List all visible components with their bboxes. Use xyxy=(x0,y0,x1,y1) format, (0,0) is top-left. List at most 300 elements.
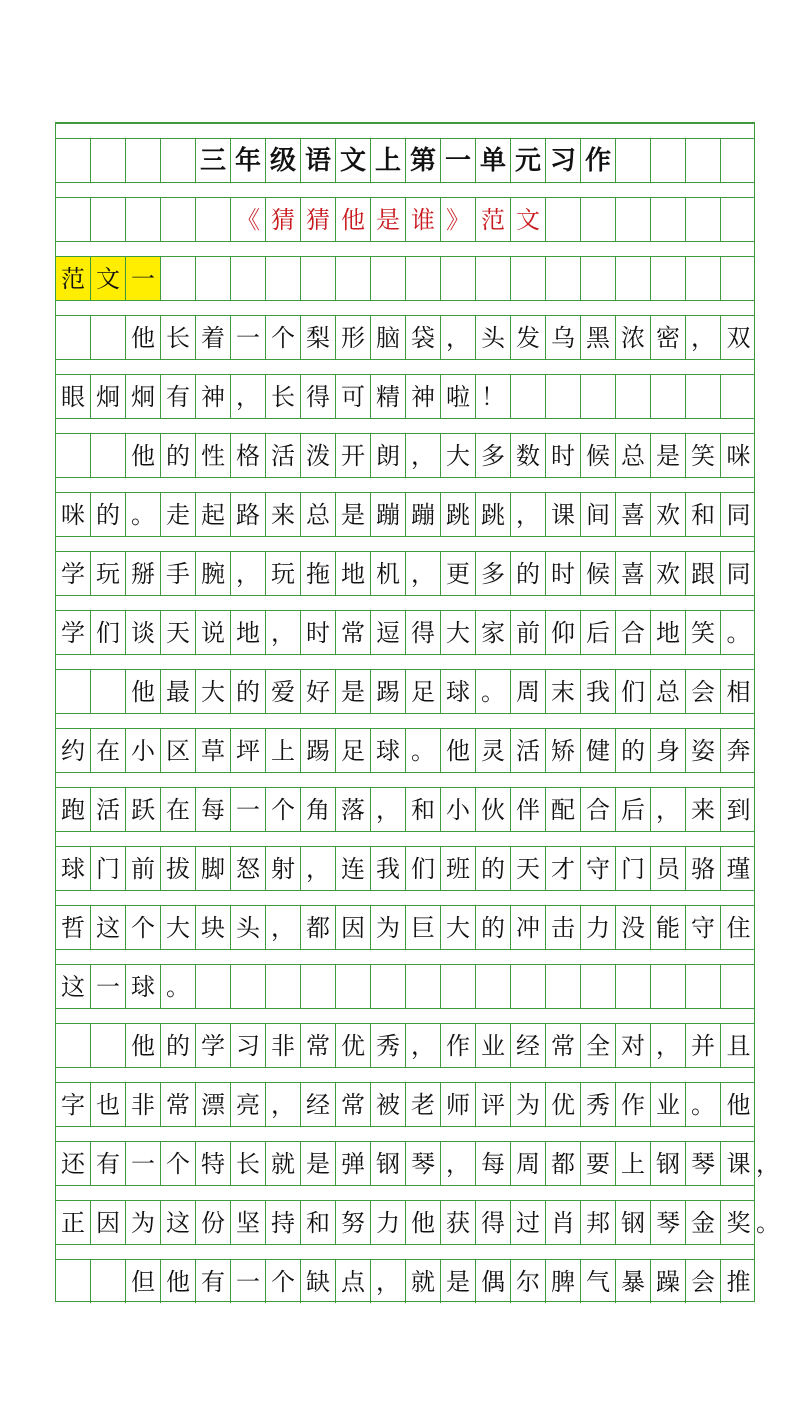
grid-cell xyxy=(91,139,126,182)
grid-cell xyxy=(616,139,651,182)
grid-cell: 乌 xyxy=(546,316,581,359)
grid-cell: ！ xyxy=(476,375,511,418)
grid-cell: 邦 xyxy=(581,1201,616,1244)
row-gap xyxy=(56,418,754,434)
grid-cell: 尔 xyxy=(511,1260,546,1303)
grid-cell: 欢 xyxy=(651,493,686,536)
grid-cell: 炯 xyxy=(91,375,126,418)
essay-line xyxy=(56,1260,754,1303)
grid-cell xyxy=(581,198,616,241)
grid-cell: 身 xyxy=(651,729,686,772)
grid-cell xyxy=(581,257,616,300)
grid-cell: 球 xyxy=(126,965,161,1008)
grid-cell: 习 xyxy=(546,139,581,182)
essay-line xyxy=(56,965,754,1008)
grid-cell: 他 xyxy=(726,1090,751,1119)
grid-cell: 学 xyxy=(56,552,91,595)
grid-cell: 钢 xyxy=(651,1142,686,1185)
grid-cell: 时 xyxy=(546,552,581,595)
grid-cell: 秀 xyxy=(581,1083,616,1126)
grid-cell xyxy=(266,257,301,300)
essay-line xyxy=(56,316,754,359)
grid-cell: 。 xyxy=(476,670,511,713)
grid-cell xyxy=(56,1260,91,1303)
grid-cell: 爱 xyxy=(266,670,301,713)
grid-cell: 在 xyxy=(91,729,126,772)
grid-cell: 蹦 xyxy=(406,493,441,536)
section-label-row xyxy=(56,257,754,300)
row-gap xyxy=(56,1185,754,1201)
grid-cell: 活 xyxy=(266,434,301,477)
grid-cell: 末 xyxy=(546,670,581,713)
grid-cell: 玩 xyxy=(91,552,126,595)
grid-cell: 的 xyxy=(511,552,546,595)
grid-cell: 浓 xyxy=(616,316,651,359)
grid-cell: 精 xyxy=(371,375,406,418)
essay-line xyxy=(56,611,754,654)
grid-cell: 着 xyxy=(196,316,231,359)
grid-cell: 为 xyxy=(371,906,406,949)
grid-cell: 老 xyxy=(406,1083,441,1126)
grid-cell: 头 xyxy=(476,316,511,359)
grid-cell: 会 xyxy=(686,670,721,713)
grid-cell: 三 xyxy=(196,139,231,182)
grid-cell: 形 xyxy=(336,316,371,359)
grid-cell: 脾 xyxy=(546,1260,581,1303)
grid-cell: 奖 xyxy=(726,1208,751,1237)
grid-cell: 玩 xyxy=(266,552,301,595)
essay-line xyxy=(56,375,754,418)
grid-cell: 学 xyxy=(196,1024,231,1067)
grid-cell: 班 xyxy=(441,847,476,890)
grid-cell: 大 xyxy=(161,906,196,949)
grid-cell: 被 xyxy=(371,1083,406,1126)
grid-cell: 可 xyxy=(336,375,371,418)
grid-cell xyxy=(56,198,91,241)
grid-cell xyxy=(511,965,546,1008)
grid-cell: 总 xyxy=(301,493,336,536)
grid-cell: ， xyxy=(651,788,686,831)
grid-cell: 经 xyxy=(301,1083,336,1126)
grid-cell: 多 xyxy=(476,552,511,595)
grid-cell: 后 xyxy=(581,611,616,654)
grid-cell: 的 xyxy=(91,493,126,536)
row-gap xyxy=(56,1067,754,1083)
grid-cell: ， xyxy=(231,375,266,418)
grid-cell: 跃 xyxy=(126,788,161,831)
grid-cell xyxy=(231,257,266,300)
grid-cell: 总 xyxy=(651,670,686,713)
grid-cell: 全 xyxy=(581,1024,616,1067)
grid-cell: 是 xyxy=(301,1142,336,1185)
grid-cell: 到 xyxy=(726,795,751,824)
grid-cell: 前 xyxy=(126,847,161,890)
grid-cell: 。 xyxy=(126,493,161,536)
grid-cell: 我 xyxy=(581,670,616,713)
grid-cell: 。 xyxy=(406,729,441,772)
grid-cell: 才 xyxy=(546,847,581,890)
grid-cell: 数 xyxy=(511,434,546,477)
grid-cell: 琴 xyxy=(406,1142,441,1185)
grid-cell: 的 xyxy=(476,906,511,949)
essay-line xyxy=(56,729,754,772)
grid-cell: 常 xyxy=(546,1024,581,1067)
grid-cell: 多 xyxy=(476,434,511,477)
grid-cell xyxy=(651,139,686,182)
grid-cell: 足 xyxy=(336,729,371,772)
grid-cell: ， xyxy=(686,316,721,359)
grid-cell: ， xyxy=(231,552,266,595)
grid-cell: 个 xyxy=(161,1142,196,1185)
grid-cell: 跳 xyxy=(441,493,476,536)
grid-cell: 手 xyxy=(161,552,196,595)
essay-line xyxy=(56,552,754,595)
grid-cell xyxy=(406,257,441,300)
grid-cell: 击 xyxy=(546,906,581,949)
grid-cell: 猜 xyxy=(266,198,301,241)
row-gap xyxy=(56,713,754,729)
row-gap xyxy=(56,359,754,375)
grid-cell: 他 xyxy=(126,434,161,477)
grid-cell: 力 xyxy=(371,1201,406,1244)
grid-cell: ， xyxy=(406,434,441,477)
grid-cell: 范 xyxy=(56,257,91,300)
grid-cell xyxy=(91,670,126,713)
grid-cell xyxy=(91,1260,126,1303)
grid-cell: 泼 xyxy=(301,434,336,477)
grid-cell xyxy=(686,139,721,182)
grid-cell: 范 xyxy=(476,198,511,241)
grid-cell xyxy=(651,375,686,418)
grid-cell: 亮 xyxy=(231,1083,266,1126)
grid-cell: 份 xyxy=(196,1201,231,1244)
grid-cell: 的 xyxy=(476,847,511,890)
grid-cell: ， xyxy=(266,611,301,654)
grid-cell: 哲 xyxy=(56,906,91,949)
grid-cell xyxy=(336,965,371,1008)
grid-cell: 大 xyxy=(441,434,476,477)
grid-cell: 得 xyxy=(406,611,441,654)
grid-cell: 常 xyxy=(161,1083,196,1126)
grid-cell xyxy=(91,316,126,359)
grid-cell xyxy=(56,434,91,477)
row-gap xyxy=(56,595,754,611)
grid-cell: 元 xyxy=(511,139,546,182)
row-gap xyxy=(56,1244,754,1260)
grid-cell: 个 xyxy=(266,788,301,831)
grid-cell: 球 xyxy=(56,847,91,890)
grid-cell: 起 xyxy=(196,493,231,536)
grid-cell xyxy=(651,198,686,241)
grid-cell: 我 xyxy=(371,847,406,890)
grid-cell: 还 xyxy=(56,1142,91,1185)
grid-cell: 前 xyxy=(511,611,546,654)
grid-cell: 笑 xyxy=(686,611,721,654)
grid-cell: 文 xyxy=(336,139,371,182)
grid-cell: 文 xyxy=(91,257,126,300)
grid-cell: 天 xyxy=(161,611,196,654)
grid-cell: 合 xyxy=(581,788,616,831)
grid-cell: ， xyxy=(511,493,546,536)
grid-cell: 长 xyxy=(231,1142,266,1185)
grid-cell: 后 xyxy=(616,788,651,831)
grid-cell: 作 xyxy=(616,1083,651,1126)
row-gap xyxy=(56,536,754,552)
grid-cell: 守 xyxy=(686,906,721,949)
grid-cell: 是 xyxy=(651,434,686,477)
grid-cell: 块 xyxy=(196,906,231,949)
grid-cell xyxy=(651,257,686,300)
grid-cell xyxy=(721,257,756,300)
grid-cell: 他 xyxy=(126,1024,161,1067)
grid-cell: 密 xyxy=(651,316,686,359)
grid-cell: 字 xyxy=(56,1083,91,1126)
grid-cell: 头 xyxy=(231,906,266,949)
grid-cell: 常 xyxy=(336,611,371,654)
grid-cell: 员 xyxy=(651,847,686,890)
grid-cell: 漂 xyxy=(196,1083,231,1126)
grid-cell: 伴 xyxy=(511,788,546,831)
grid-cell: 非 xyxy=(126,1083,161,1126)
grid-cell: 为 xyxy=(126,1201,161,1244)
grid-cell xyxy=(721,375,756,418)
grid-cell: 缺 xyxy=(301,1260,336,1303)
grid-cell: 草 xyxy=(196,729,231,772)
grid-cell: 是 xyxy=(336,493,371,536)
grid-cell: 在 xyxy=(161,788,196,831)
row-gap xyxy=(56,654,754,670)
grid-cell: 开 xyxy=(336,434,371,477)
grid-cell: 掰 xyxy=(126,552,161,595)
essay-line xyxy=(56,847,754,890)
grid-cell: 跑 xyxy=(56,788,91,831)
grid-cell xyxy=(371,257,406,300)
grid-cell: 拖 xyxy=(301,552,336,595)
grid-cell: 个 xyxy=(266,316,301,359)
grid-cell: ， xyxy=(651,1024,686,1067)
essay-line xyxy=(56,1142,780,1185)
grid-cell: 弹 xyxy=(336,1142,371,1185)
grid-cell: 他 xyxy=(126,670,161,713)
grid-cell: 努 xyxy=(336,1201,371,1244)
grid-cell xyxy=(721,139,756,182)
grid-cell xyxy=(91,434,126,477)
grid-cell: 这 xyxy=(56,965,91,1008)
grid-cell: 姿 xyxy=(686,729,721,772)
grid-cell: 钢 xyxy=(371,1142,406,1185)
grid-cell: 一 xyxy=(441,139,476,182)
grid-cell: 的 xyxy=(616,729,651,772)
grid-cell xyxy=(616,375,651,418)
grid-cell: 上 xyxy=(371,139,406,182)
grid-cell: 文 xyxy=(511,198,546,241)
grid-cell: 暴 xyxy=(616,1260,651,1303)
grid-cell xyxy=(616,965,651,1008)
row-gap xyxy=(56,1008,754,1024)
grid-cell: 会 xyxy=(686,1260,721,1303)
grid-cell: 作 xyxy=(441,1024,476,1067)
grid-cell xyxy=(476,965,511,1008)
grid-cell: ， xyxy=(301,847,336,890)
grid-cell xyxy=(441,257,476,300)
grid-cell: 业 xyxy=(476,1024,511,1067)
grid-cell xyxy=(196,965,231,1008)
grid-cell: 常 xyxy=(301,1024,336,1067)
grid-cell: ， xyxy=(406,1024,441,1067)
grid-cell: 对 xyxy=(616,1024,651,1067)
grid-cell: 朗 xyxy=(371,434,406,477)
grid-cell: 他 xyxy=(441,729,476,772)
grid-cell: 袋 xyxy=(406,316,441,359)
grid-cell: 同 xyxy=(726,500,751,529)
grid-cell xyxy=(371,965,406,1008)
grid-cell: 骆 xyxy=(686,847,721,890)
grid-cell: 巨 xyxy=(406,906,441,949)
grid-cell: 有 xyxy=(161,375,196,418)
row-gap xyxy=(56,949,754,965)
grid-cell xyxy=(56,316,91,359)
essay-line xyxy=(56,493,754,536)
grid-cell: 怒 xyxy=(231,847,266,890)
grid-cell: 家 xyxy=(476,611,511,654)
grid-cell xyxy=(686,198,721,241)
grid-cell: ， xyxy=(441,1142,476,1185)
grid-cell: 就 xyxy=(266,1142,301,1185)
grid-cell: 一 xyxy=(231,316,266,359)
grid-cell: 的 xyxy=(161,434,196,477)
grid-cell: 坚 xyxy=(231,1201,266,1244)
grid-cell: 因 xyxy=(91,1201,126,1244)
grid-cell: 咪 xyxy=(56,493,91,536)
essay-line xyxy=(56,1201,780,1244)
grid-cell: 合 xyxy=(616,611,651,654)
grid-cell xyxy=(126,198,161,241)
grid-cell: 们 xyxy=(616,670,651,713)
grid-cell xyxy=(686,965,721,1008)
grid-cell xyxy=(546,257,581,300)
grid-cell xyxy=(126,139,161,182)
grid-cell: 师 xyxy=(441,1083,476,1126)
grid-cell xyxy=(91,198,126,241)
grid-cell xyxy=(441,965,476,1008)
grid-cell: 长 xyxy=(266,375,301,418)
grid-cell: 射 xyxy=(266,847,301,890)
grid-cell xyxy=(231,965,266,1008)
grid-cell: 活 xyxy=(91,788,126,831)
grid-cell: 奔 xyxy=(726,736,751,765)
grid-cell: 他 xyxy=(406,1201,441,1244)
grid-cell: 笑 xyxy=(686,434,721,477)
grid-cell xyxy=(651,965,686,1008)
grid-cell: 一 xyxy=(126,1142,161,1185)
grid-cell: 每 xyxy=(476,1142,511,1185)
grid-cell xyxy=(301,257,336,300)
grid-cell: 地 xyxy=(336,552,371,595)
grid-cell: 间 xyxy=(581,493,616,536)
grid-cell xyxy=(546,965,581,1008)
grid-cell: 坪 xyxy=(231,729,266,772)
grid-cell: 天 xyxy=(511,847,546,890)
grid-cell: 获 xyxy=(441,1201,476,1244)
grid-cell xyxy=(581,375,616,418)
grid-cell: 格 xyxy=(231,434,266,477)
grid-cell: 落 xyxy=(336,788,371,831)
grid-cell: 候 xyxy=(581,552,616,595)
grid-cell: 有 xyxy=(196,1260,231,1303)
grid-cell-overflow: 。 xyxy=(756,1208,780,1237)
row-gap xyxy=(56,890,754,906)
grid-cell: 常 xyxy=(336,1083,371,1126)
grid-cell xyxy=(581,965,616,1008)
grid-cell xyxy=(616,257,651,300)
grid-cell: 上 xyxy=(616,1142,651,1185)
grid-cell: 区 xyxy=(161,729,196,772)
grid-cell: ， xyxy=(371,1260,406,1303)
grid-cell: 眼 xyxy=(56,375,91,418)
grid-cell: 们 xyxy=(91,611,126,654)
grid-cell: 和 xyxy=(686,493,721,536)
grid-cell: ， xyxy=(371,788,406,831)
grid-cell: 能 xyxy=(651,906,686,949)
essay-line xyxy=(56,906,754,949)
grid-cell: 。 xyxy=(161,965,196,1008)
grid-cell xyxy=(196,198,231,241)
grid-cell xyxy=(721,198,756,241)
grid-cell: 且 xyxy=(726,1031,751,1060)
grid-cell: 就 xyxy=(406,1260,441,1303)
grid-cell: 瑾 xyxy=(726,854,751,883)
grid-cell: 级 xyxy=(266,139,301,182)
grid-cell xyxy=(56,670,91,713)
grid-cell: 作 xyxy=(581,139,616,182)
grid-cell: 但 xyxy=(126,1260,161,1303)
row-gap xyxy=(56,123,754,139)
grid-cell: 神 xyxy=(406,375,441,418)
grid-cell: 约 xyxy=(56,729,91,772)
grid-cell: 脚 xyxy=(196,847,231,890)
grid-cell: 脑 xyxy=(371,316,406,359)
grid-cell: 业 xyxy=(651,1083,686,1126)
essay-line xyxy=(56,670,754,713)
grid-cell: 配 xyxy=(546,788,581,831)
grid-cell xyxy=(511,375,546,418)
grid-cell: 一 xyxy=(231,1260,266,1303)
grid-cell: 更 xyxy=(441,552,476,595)
grid-cell: 地 xyxy=(231,611,266,654)
grid-cell: 周 xyxy=(511,670,546,713)
grid-cell: 并 xyxy=(686,1024,721,1067)
grid-cell: 一 xyxy=(231,788,266,831)
grid-cell-overflow: ， xyxy=(756,1149,780,1178)
grid-cell: 咪 xyxy=(726,441,751,470)
grid-cell: 金 xyxy=(686,1201,721,1244)
grid-cell: 住 xyxy=(726,913,751,942)
grid-cell: 神 xyxy=(196,375,231,418)
grid-cell: 灵 xyxy=(476,729,511,772)
grid-cell: 特 xyxy=(196,1142,231,1185)
grid-cell: 小 xyxy=(441,788,476,831)
grid-cell: 机 xyxy=(371,552,406,595)
grid-cell: 蹦 xyxy=(371,493,406,536)
grid-cell: 谈 xyxy=(126,611,161,654)
row-gap xyxy=(56,1126,754,1142)
row-gap xyxy=(56,300,754,316)
grid-cell xyxy=(301,965,336,1008)
grid-cell: 《 xyxy=(231,198,266,241)
grid-cell: 和 xyxy=(301,1201,336,1244)
grid-cell: 门 xyxy=(616,847,651,890)
grid-cell: 喜 xyxy=(616,552,651,595)
